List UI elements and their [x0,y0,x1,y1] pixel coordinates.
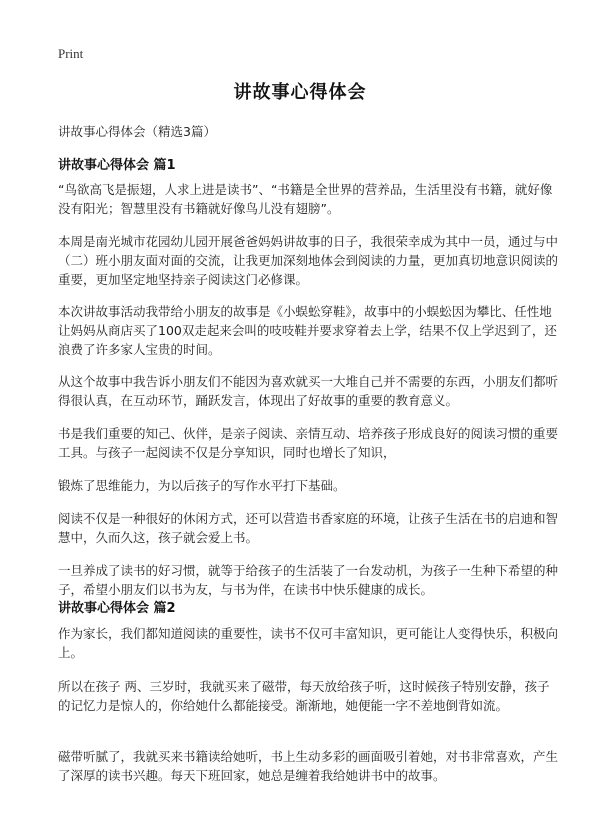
section-heading-2: 讲故事心得体会 篇2 [58,601,176,616]
paragraph: 阅读不仅是一种很好的休闲方式，还可以营造书香家庭的环境，让孩子生活在书的启迪和智慧中，久而久这，孩子就会爱上书。 [58,511,559,545]
paragraph: 所以在孩子 两、三岁时，我就买来了磁带，每天放给孩子听，这时候孩子特别安静，孩子的记忆力是惊人的，你给她什么都能接受。渐渐地，她便能一字不差地倒背如流。 [58,679,550,713]
paragraph: 书是我们重要的知己、伙伴，是亲子阅读、亲情互动、培养孩子形成良好的阅读习惯的重要工具。与孩子一起阅读不仅是分享知识，同时也增长了知识， [58,426,559,460]
paragraph: 锻炼了思维能力，为以后孩子的写作水平打下基础。 [58,478,346,493]
paragraph: 本周是南光城市花园幼儿园开展爸爸妈妈讲故事的日子，我很荣幸成为其中一员，通过与中（二）班小朋友面对面的交流，让我更加深刻地体会到阅读的力量，更加真切地意识阅读的重要，更加坚定地坚持亲子阅读这门必修课。 [58,234,559,287]
paragraph: 一旦养成了读书的好习惯，就等于给孩子的生活装了一台发动机，为孩子一生种下希望的种子，希望小朋友们以书为友，与书为伴，在读书中快乐健康的成长。 [58,563,559,597]
page-title: 讲故事心得体会 [233,82,367,103]
paragraph: 作为家长，我们都知道阅读的重要性，读书不仅可丰富知识，更可能让人变得快乐，积极向上。 [58,626,559,660]
document-subtitle: 讲故事心得体会（精选3篇） [58,124,216,139]
paragraph: 从这个故事中我告诉小朋友们不能因为喜欢就买一大堆自己并不需要的东西，小朋友们都听得很认真，在互动环节，踊跃发言，体现出了好故事的重要的教育意义。 [58,374,559,408]
paragraph: 磁带听腻了，我就买来书籍读给她听，书上生动多彩的画面吸引着她，对书非常喜欢，产生了深厚的读书兴趣。每天下班回家，她总是缠着我给她讲书中的故事。 [58,749,559,783]
paragraph: 本次讲故事活动我带给小朋友的故事是《小蜈蚣穿鞋》，故事中的小蜈蚣因为攀比、任性地让妈妈从商店买了100双走起来会叫的吱吱鞋并要求穿着去上学，结果不仅上学迟到了，还浪费了许多家人宝贵的时间。 [58,304,557,357]
section-heading-1: 讲故事心得体会 篇1 [58,158,176,173]
paragraph: “鸟欲高飞是振翅，人求上进是读书”、“书籍是全世界的营养品，生活里没有书籍，就好像没有阳光；智慧里没有书籍就好像鸟儿没有翅膀”。 [58,182,553,216]
print-link[interactable]: Print [58,46,84,61]
